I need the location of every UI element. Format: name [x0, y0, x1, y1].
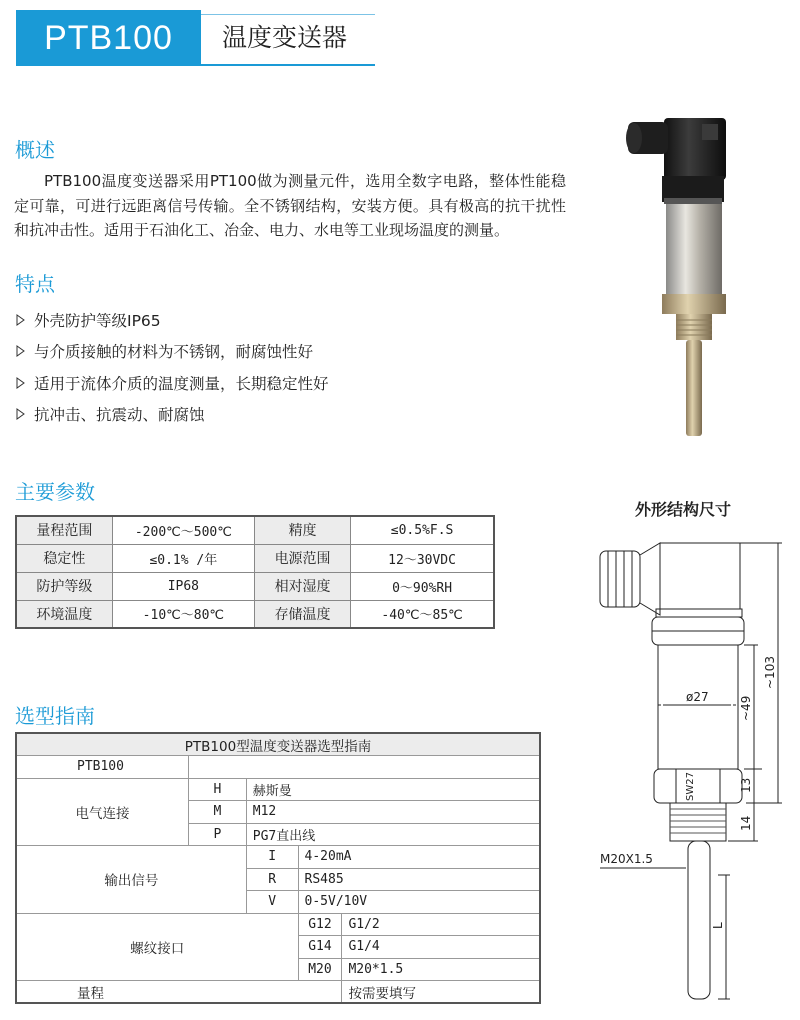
model-title: PTB100: [44, 18, 173, 57]
option-desc: M20*1.5: [342, 958, 540, 981]
feature-item: [16, 403, 205, 425]
option-desc: M12: [246, 801, 540, 824]
params-table: [15, 515, 495, 629]
param-value: ≤0.1% /年: [112, 544, 254, 572]
param-value: 0～90%RH: [351, 572, 494, 600]
option-desc: PG7直出线: [246, 823, 540, 846]
dim-49: ~49: [739, 695, 753, 721]
param-label: 精度: [254, 516, 350, 544]
dim-14: 14: [739, 815, 753, 831]
param-value: ≤0.5%F.S: [351, 516, 494, 544]
dim-13: 13: [739, 777, 753, 793]
param-label: 存储温度: [254, 600, 350, 628]
selection-table-title: PTB100型温度变送器选型指南: [16, 733, 540, 756]
feature-text: 外壳防护等级IP65: [34, 312, 161, 330]
param-value: 12～30VDC: [351, 544, 494, 572]
option-code: I: [246, 846, 298, 869]
feature-item: [16, 309, 161, 331]
dimension-drawing: [590, 525, 795, 1015]
range-value: 按需要填写: [342, 981, 540, 1004]
feature-text: 适用于流体介质的温度测量，长期稳定性好: [34, 375, 329, 393]
dim-length: L: [711, 922, 725, 929]
option-desc: 4-20mA: [298, 846, 540, 869]
range-label: 量程: [16, 981, 342, 1004]
param-label: 电源范围: [254, 544, 350, 572]
header-top-line: [201, 14, 375, 15]
feature-text: 与介质接触的材料为不锈钢，耐腐蚀性好: [34, 343, 314, 361]
param-label: 量程范围: [16, 516, 112, 544]
drawing-title: 外形结构尺寸: [635, 500, 732, 519]
option-desc: RS485: [298, 868, 540, 891]
param-label: 防护等级: [16, 572, 112, 600]
param-label: 环境温度: [16, 600, 112, 628]
empty-cell: [189, 756, 540, 779]
electrical-label: 电气连接: [16, 778, 189, 846]
dim-diameter: ø27: [686, 690, 709, 704]
dim-103: ~103: [763, 656, 777, 689]
params-title: 主要参数: [15, 480, 95, 504]
option-code: R: [246, 868, 298, 891]
param-value: IP68: [112, 572, 254, 600]
model-title-box: [16, 10, 201, 66]
bullet-triangle-icon: [16, 377, 25, 389]
option-code: G14: [298, 936, 342, 959]
option-desc: G1/4: [342, 936, 540, 959]
output-label: 输出信号: [16, 846, 246, 914]
feature-text: 抗冲击、抗震动、耐腐蚀: [34, 406, 205, 424]
option-code: G12: [298, 913, 342, 936]
table-row: [16, 516, 494, 544]
option-desc: G1/2: [342, 913, 540, 936]
param-value: -10℃～80℃: [112, 600, 254, 628]
features-title: 特点: [15, 272, 55, 296]
selection-title: 选型指南: [15, 704, 95, 728]
overview-title: 概述: [15, 138, 55, 162]
dim-thread: M20X1.5: [600, 852, 653, 866]
overview-paragraph: PTB100温度变送器采用PT100做为测量元件，选用全数字电路，整体性能稳定可靠，可进行远距离信号传输。全不锈钢结构，安装方便。具有极高的抗干扰性和抗冲击性。适用于石油化工、冶金、电力、水电等工业现场温度的测量。: [14, 172, 566, 239]
table-row: [16, 756, 540, 779]
selection-table: [15, 732, 541, 1004]
option-desc: 赫斯曼: [246, 778, 540, 801]
model-cell: PTB100: [16, 756, 189, 779]
option-code: H: [189, 778, 247, 801]
bullet-triangle-icon: [16, 408, 25, 420]
param-label: 相对湿度: [254, 572, 350, 600]
table-row: [16, 846, 540, 869]
option-code: M20: [298, 958, 342, 981]
table-row: [16, 572, 494, 600]
option-code: P: [189, 823, 247, 846]
dim-sw27: SW27: [685, 772, 696, 801]
product-photo: [620, 110, 750, 440]
feature-item: [16, 372, 329, 394]
option-desc: 0-5V/10V: [298, 891, 540, 914]
bullet-triangle-icon: [16, 345, 25, 357]
table-row: [16, 913, 540, 936]
feature-item: [16, 340, 313, 362]
table-row: [16, 981, 540, 1004]
option-code: V: [246, 891, 298, 914]
product-subtitle: 温度变送器: [222, 23, 348, 52]
table-row: [16, 544, 494, 572]
header-underline: [201, 64, 375, 66]
param-value: -200℃～500℃: [112, 516, 254, 544]
bullet-triangle-icon: [16, 314, 25, 326]
table-row: [16, 778, 540, 801]
thread-label: 螺纹接口: [16, 913, 298, 981]
table-row: [16, 733, 540, 756]
table-row: [16, 600, 494, 628]
param-value: -40℃～85℃: [351, 600, 494, 628]
param-label: 稳定性: [16, 544, 112, 572]
option-code: M: [189, 801, 247, 824]
